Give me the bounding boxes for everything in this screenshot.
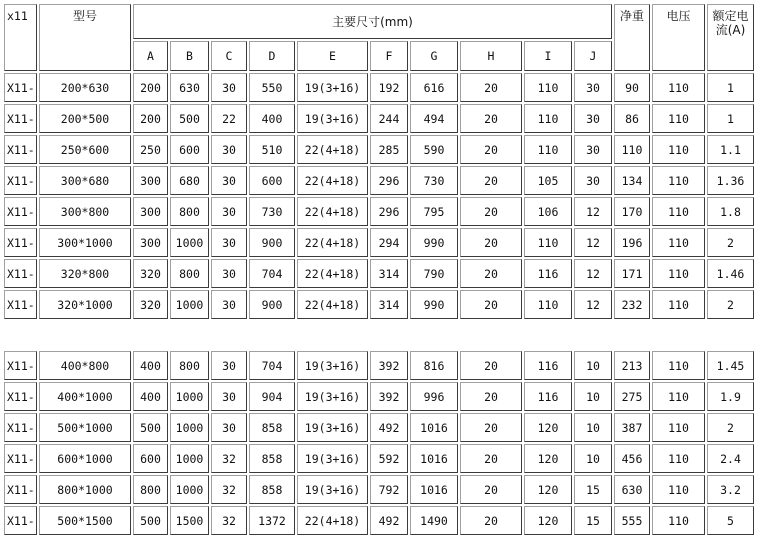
cell-series: X11- [4,290,37,319]
cell-a: 800 [133,475,168,504]
cell-model: 320*1000 [39,290,131,319]
cell-h: 20 [460,135,522,164]
cell-voltage: 110 [652,73,705,102]
cell-model: 400*800 [39,351,131,380]
header-current: 额定电流(A) [707,4,754,71]
cell-model: 600*1000 [39,444,131,473]
table-row [4,104,754,133]
header-col-f: F [370,41,408,71]
cell-weight: 86 [614,104,650,133]
header-model: 型号 [39,4,131,71]
cell-series: X11- [4,351,37,380]
cell-e: 19(3+16) [297,382,368,411]
cell-weight: 110 [614,135,650,164]
cell-d: 730 [249,197,295,226]
cell-f: 392 [370,351,408,380]
cell-series: X11- [4,228,37,257]
cell-e: 22(4+18) [297,166,368,195]
cell-e: 19(3+16) [297,413,368,442]
cell-b: 1000 [170,382,209,411]
table-row [4,166,754,195]
cell-series: X11- [4,135,37,164]
cell-j: 12 [574,197,612,226]
cell-b: 1000 [170,290,209,319]
cell-e: 19(3+16) [297,73,368,102]
cell-i: 110 [524,135,572,164]
header-col-h: H [460,41,522,71]
cell-e: 22(4+18) [297,506,368,535]
cell-voltage: 110 [652,506,705,535]
table-row [4,475,754,504]
cell-h: 20 [460,413,522,442]
cell-weight: 387 [614,413,650,442]
cell-d: 858 [249,413,295,442]
cell-i: 120 [524,413,572,442]
cell-voltage: 110 [652,259,705,288]
cell-series: X11- [4,197,37,226]
cell-f: 244 [370,104,408,133]
cell-f: 296 [370,166,408,195]
cell-model: 500*1500 [39,506,131,535]
cell-weight: 275 [614,382,650,411]
header-col-d: D [249,41,295,71]
cell-i: 120 [524,444,572,473]
cell-d: 510 [249,135,295,164]
cell-weight: 90 [614,73,650,102]
cell-a: 300 [133,166,168,195]
cell-b: 800 [170,197,209,226]
cell-e: 22(4+18) [297,290,368,319]
cell-a: 600 [133,444,168,473]
cell-j: 30 [574,166,612,195]
cell-voltage: 110 [652,104,705,133]
cell-voltage: 110 [652,351,705,380]
cell-current: 1.1 [707,135,754,164]
cell-f: 392 [370,382,408,411]
cell-model: 250*600 [39,135,131,164]
cell-f: 192 [370,73,408,102]
cell-b: 800 [170,259,209,288]
table-row [4,444,754,473]
cell-i: 120 [524,475,572,504]
header-series: x11 [4,4,37,71]
cell-model: 200*500 [39,104,131,133]
cell-c: 30 [211,413,247,442]
header-col-i: I [524,41,572,71]
header-col-a: A [133,41,168,71]
cell-c: 30 [211,290,247,319]
cell-a: 300 [133,228,168,257]
cell-current: 5 [707,506,754,535]
cell-voltage: 110 [652,135,705,164]
cell-g: 616 [410,73,458,102]
cell-c: 32 [211,506,247,535]
cell-c: 30 [211,259,247,288]
header-col-j: J [574,41,612,71]
cell-d: 400 [249,104,295,133]
spec-table-bottom [2,349,756,537]
cell-g: 996 [410,382,458,411]
cell-d: 1372 [249,506,295,535]
cell-b: 1000 [170,475,209,504]
cell-series: X11- [4,475,37,504]
cell-j: 12 [574,290,612,319]
cell-g: 1490 [410,506,458,535]
cell-weight: 555 [614,506,650,535]
cell-f: 294 [370,228,408,257]
cell-model: 300*1000 [39,228,131,257]
cell-weight: 456 [614,444,650,473]
cell-j: 30 [574,104,612,133]
cell-a: 320 [133,259,168,288]
cell-e: 22(4+18) [297,259,368,288]
cell-model: 300*680 [39,166,131,195]
cell-f: 296 [370,197,408,226]
cell-b: 1000 [170,444,209,473]
table-row [4,73,754,102]
cell-b: 1500 [170,506,209,535]
cell-voltage: 110 [652,444,705,473]
cell-voltage: 110 [652,290,705,319]
cell-i: 116 [524,351,572,380]
cell-a: 500 [133,506,168,535]
cell-current: 2 [707,290,754,319]
cell-j: 15 [574,506,612,535]
cell-model: 300*800 [39,197,131,226]
cell-a: 300 [133,197,168,226]
header-weight: 净重 [614,4,650,71]
cell-i: 110 [524,228,572,257]
cell-a: 500 [133,413,168,442]
cell-e: 22(4+18) [297,135,368,164]
cell-series: X11- [4,73,37,102]
cell-c: 30 [211,382,247,411]
cell-d: 704 [249,259,295,288]
cell-a: 400 [133,351,168,380]
cell-b: 500 [170,104,209,133]
table-row [4,197,754,226]
cell-voltage: 110 [652,166,705,195]
cell-c: 32 [211,444,247,473]
cell-j: 30 [574,135,612,164]
cell-current: 1.9 [707,382,754,411]
cell-voltage: 110 [652,475,705,504]
cell-b: 1000 [170,228,209,257]
header-col-g: G [410,41,458,71]
cell-h: 20 [460,290,522,319]
cell-current: 3.2 [707,475,754,504]
cell-f: 314 [370,290,408,319]
cell-b: 1000 [170,413,209,442]
cell-c: 30 [211,197,247,226]
cell-current: 1.36 [707,166,754,195]
cell-model: 320*800 [39,259,131,288]
cell-h: 20 [460,444,522,473]
table-row [4,506,754,535]
cell-model: 200*630 [39,73,131,102]
cell-e: 22(4+18) [297,197,368,226]
cell-weight: 134 [614,166,650,195]
cell-voltage: 110 [652,413,705,442]
cell-series: X11- [4,444,37,473]
cell-g: 1016 [410,475,458,504]
cell-i: 116 [524,259,572,288]
cell-weight: 170 [614,197,650,226]
cell-e: 19(3+16) [297,444,368,473]
cell-i: 110 [524,290,572,319]
cell-c: 30 [211,135,247,164]
cell-c: 30 [211,351,247,380]
cell-g: 590 [410,135,458,164]
cell-model: 500*1000 [39,413,131,442]
cell-a: 400 [133,382,168,411]
table-body-bottom [4,351,754,535]
header-col-b: B [170,41,209,71]
cell-h: 20 [460,104,522,133]
cell-weight: 213 [614,351,650,380]
cell-current: 1.8 [707,197,754,226]
cell-c: 30 [211,73,247,102]
cell-h: 20 [460,506,522,535]
cell-i: 110 [524,73,572,102]
cell-i: 120 [524,506,572,535]
cell-f: 492 [370,413,408,442]
cell-h: 20 [460,351,522,380]
table-row [4,351,754,380]
cell-b: 680 [170,166,209,195]
cell-g: 990 [410,290,458,319]
cell-c: 30 [211,166,247,195]
table-row [4,228,754,257]
cell-j: 15 [574,475,612,504]
cell-j: 10 [574,444,612,473]
cell-weight: 196 [614,228,650,257]
cell-h: 20 [460,475,522,504]
cell-i: 105 [524,166,572,195]
cell-f: 285 [370,135,408,164]
cell-f: 792 [370,475,408,504]
cell-e: 22(4+18) [297,228,368,257]
cell-d: 900 [249,228,295,257]
cell-current: 1.46 [707,259,754,288]
cell-g: 816 [410,351,458,380]
cell-f: 592 [370,444,408,473]
cell-current: 1.45 [707,351,754,380]
cell-g: 494 [410,104,458,133]
cell-b: 630 [170,73,209,102]
cell-d: 858 [249,475,295,504]
cell-voltage: 110 [652,197,705,226]
cell-a: 250 [133,135,168,164]
cell-a: 200 [133,73,168,102]
cell-f: 314 [370,259,408,288]
cell-b: 600 [170,135,209,164]
cell-series: X11- [4,166,37,195]
cell-d: 858 [249,444,295,473]
cell-series: X11- [4,259,37,288]
cell-weight: 171 [614,259,650,288]
table-body-top [4,73,754,319]
cell-g: 1016 [410,413,458,442]
cell-model: 800*1000 [39,475,131,504]
cell-c: 30 [211,228,247,257]
cell-current: 2 [707,413,754,442]
cell-series: X11- [4,382,37,411]
table-row [4,290,754,319]
cell-weight: 630 [614,475,650,504]
cell-d: 704 [249,351,295,380]
cell-e: 19(3+16) [297,351,368,380]
cell-g: 790 [410,259,458,288]
spec-table-top [2,2,756,321]
cell-h: 20 [460,73,522,102]
cell-f: 492 [370,506,408,535]
cell-weight: 232 [614,290,650,319]
table-row [4,135,754,164]
header-voltage: 电压 [652,4,705,71]
cell-series: X11- [4,506,37,535]
cell-voltage: 110 [652,382,705,411]
header-main-dims: 主要尺寸(mm) [133,4,612,39]
cell-c: 22 [211,104,247,133]
cell-series: X11- [4,413,37,442]
cell-b: 800 [170,351,209,380]
cell-e: 19(3+16) [297,475,368,504]
cell-model: 400*1000 [39,382,131,411]
cell-c: 32 [211,475,247,504]
cell-h: 20 [460,197,522,226]
table-row [4,259,754,288]
cell-e: 19(3+16) [297,104,368,133]
cell-current: 2 [707,228,754,257]
cell-d: 600 [249,166,295,195]
cell-i: 106 [524,197,572,226]
cell-i: 116 [524,382,572,411]
header-col-c: C [211,41,247,71]
cell-d: 550 [249,73,295,102]
cell-j: 10 [574,351,612,380]
cell-h: 20 [460,228,522,257]
cell-i: 110 [524,104,572,133]
cell-g: 990 [410,228,458,257]
cell-j: 12 [574,259,612,288]
cell-j: 30 [574,73,612,102]
cell-j: 10 [574,382,612,411]
cell-g: 795 [410,197,458,226]
cell-d: 904 [249,382,295,411]
cell-a: 320 [133,290,168,319]
table-row [4,413,754,442]
cell-g: 730 [410,166,458,195]
cell-h: 20 [460,259,522,288]
cell-h: 20 [460,382,522,411]
cell-a: 200 [133,104,168,133]
cell-d: 900 [249,290,295,319]
cell-j: 12 [574,228,612,257]
table-row [4,382,754,411]
cell-current: 2.4 [707,444,754,473]
cell-current: 1 [707,104,754,133]
cell-voltage: 110 [652,228,705,257]
cell-current: 1 [707,73,754,102]
cell-g: 1016 [410,444,458,473]
cell-j: 10 [574,413,612,442]
header-col-e: E [297,41,368,71]
cell-series: X11- [4,104,37,133]
cell-h: 20 [460,166,522,195]
